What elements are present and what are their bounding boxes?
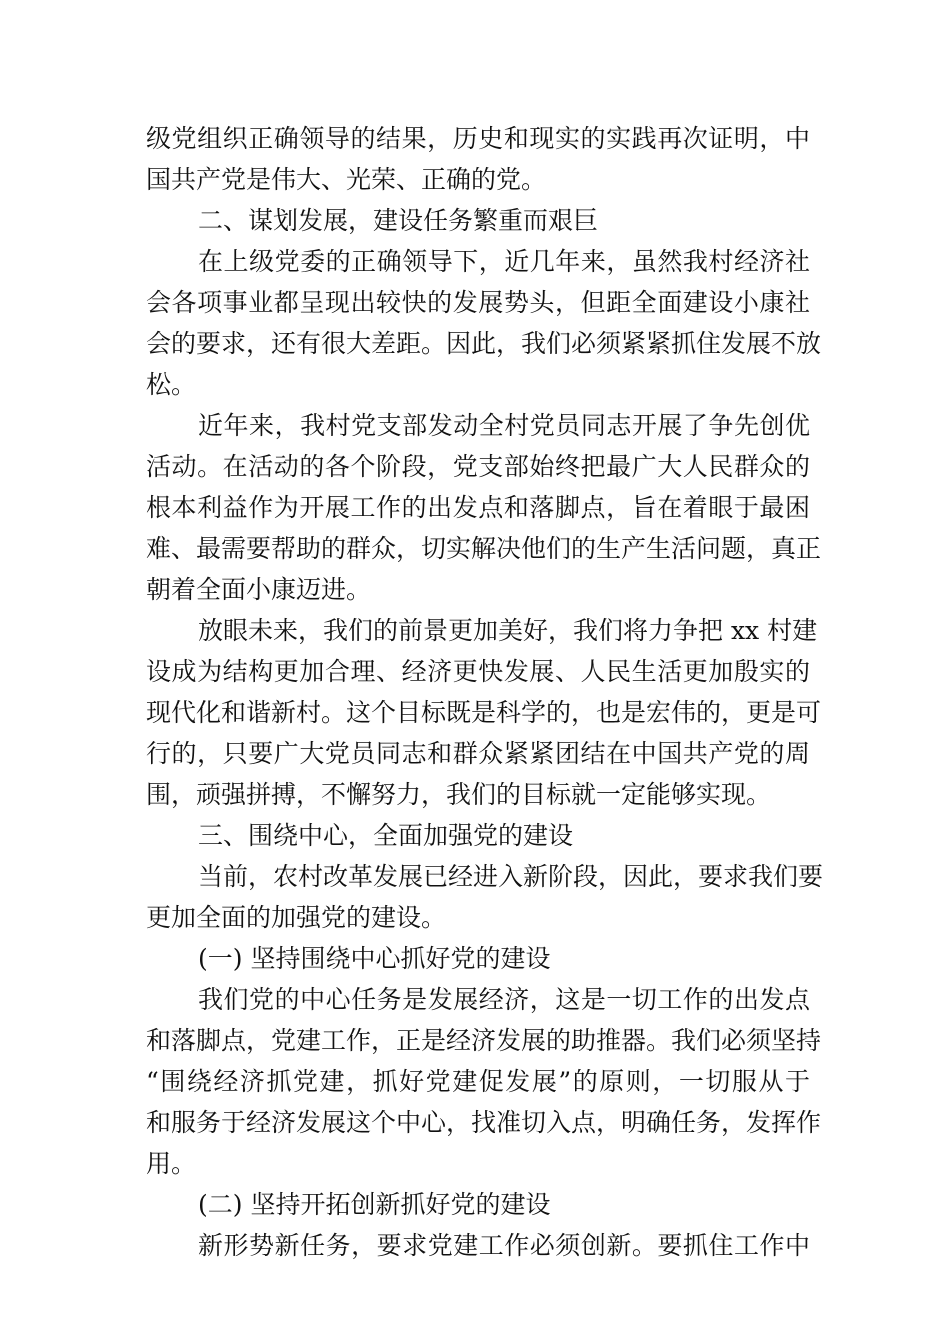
text-line: 设成为结构更加合理、经济更快发展、人民生活更加殷实的 xyxy=(146,657,810,686)
subsection-heading: (一) 坚持围绕中心抓好党的建设 xyxy=(198,944,551,973)
text-line: 放眼未来，我们的前景更加美好，我们将力争把 xx 村建 xyxy=(198,616,818,645)
text-line: 行的，只要广大党员同志和群众紧紧团结在中国共产党的周 xyxy=(146,739,810,768)
text-line: “围绕经济抓党建，抓好党建促发展”的原则，一切服从于 xyxy=(146,1067,810,1096)
text-line: 级党组织正确领导的结果，历史和现实的实践再次证明，中 xyxy=(146,124,810,153)
text-line: 近年来，我村党支部发动全村党员同志开展了争先创优 xyxy=(198,411,810,440)
text-line: 用。 xyxy=(146,1149,197,1178)
text-line: 会的要求，还有很大差距。因此，我们必须紧紧抓住发展不放 xyxy=(146,329,822,358)
text-line: 新形势新任务，要求党建工作必须创新。要抓住工作中 xyxy=(198,1231,810,1260)
text-line: 难、最需要帮助的群众，切实解决他们的生产生活问题，真正 xyxy=(146,534,822,563)
text-line: 活动。在活动的各个阶段，党支部始终把最广大人民群众的 xyxy=(146,452,810,481)
text-line: 和落脚点，党建工作，正是经济发展的助推器。我们必须坚持 xyxy=(146,1026,822,1055)
text-line: 根本利益作为开展工作的出发点和落脚点，旨在着眼于最困 xyxy=(146,493,810,522)
text-line: 会各项事业都呈现出较快的发展势头，但距全面建设小康社 xyxy=(146,288,810,317)
text-line: 朝着全面小康迈进。 xyxy=(146,575,372,604)
section-heading: 三、围绕中心，全面加强党的建设 xyxy=(198,821,574,850)
document-body xyxy=(146,118,824,1266)
text-line: 和服务于经济发展这个中心，找准切入点，明确任务，发挥作 xyxy=(146,1108,822,1137)
text-line: 更加全面的加强党的建设。 xyxy=(146,903,447,932)
text-line: 围，顽强拼搏，不懈努力，我们的目标就一定能够实现。 xyxy=(146,780,772,809)
text-line: 当前，农村改革发展已经进入新阶段，因此，要求我们要 xyxy=(198,862,824,891)
text-line: 在上级党委的正确领导下，近几年来，虽然我村经济社 xyxy=(198,247,810,276)
text-line: 松。 xyxy=(146,370,197,399)
text-line: 现代化和谐新村。这个目标既是科学的，也是宏伟的，更是可 xyxy=(146,698,822,727)
text-line: 国共产党是伟大、光荣、正确的党。 xyxy=(146,165,547,194)
subsection-heading: (二) 坚持开拓创新抓好党的建设 xyxy=(198,1190,551,1219)
text-line: 我们党的中心任务是发展经济，这是一切工作的出发点 xyxy=(198,985,810,1014)
section-heading: 二、谋划发展，建设任务繁重而艰巨 xyxy=(198,206,599,235)
